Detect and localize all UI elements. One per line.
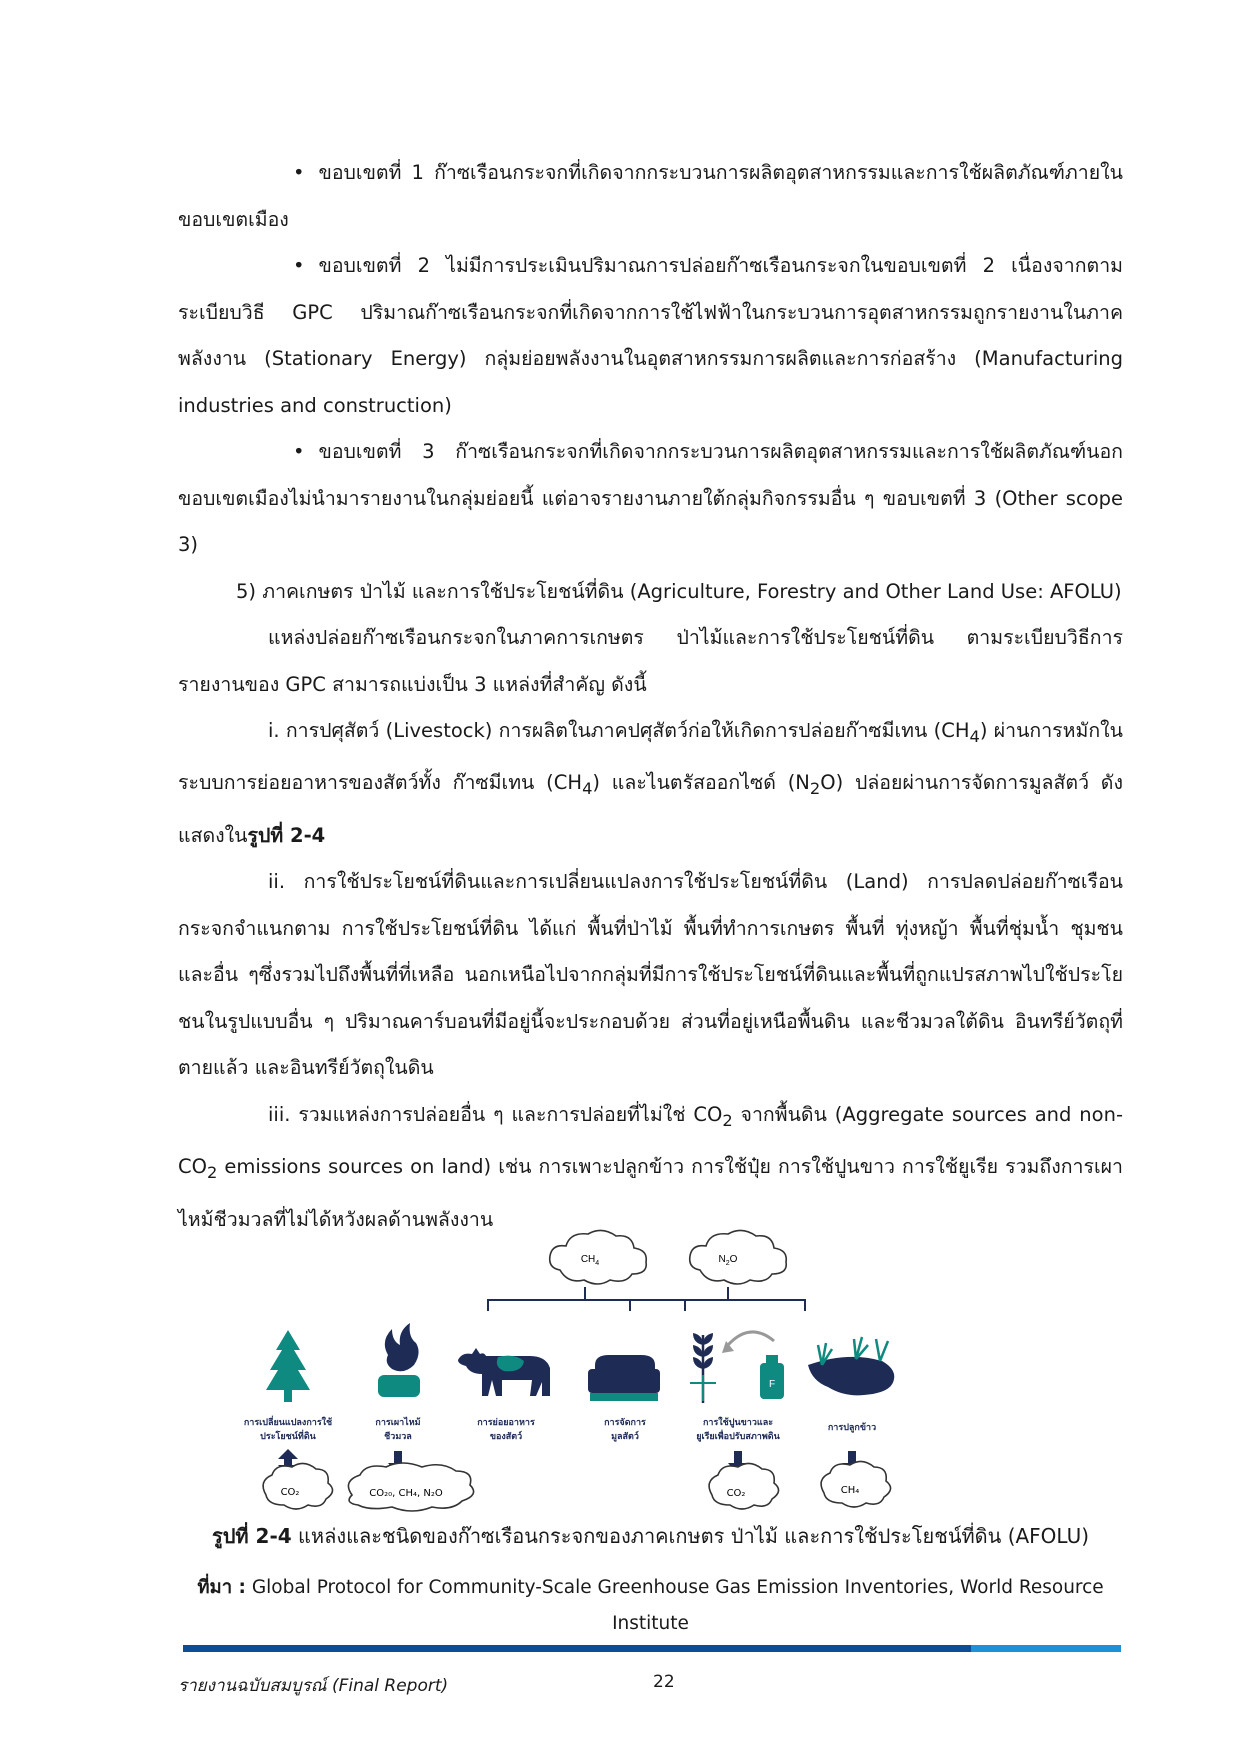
svg-text:การจัดการ: การจัดการ (604, 1418, 646, 1428)
svg-text:N2O: $N_2O$ (718, 1254, 738, 1267)
fire-icon (378, 1323, 420, 1397)
bullet (293, 161, 319, 184)
figure-reference: รูปที่ 2-4 (247, 823, 326, 847)
label-enteric-fermentation (477, 1417, 535, 1442)
manure-icon (588, 1355, 660, 1401)
svg-text:CH₄: CH₄ (840, 1485, 860, 1496)
svg-text:CO₂: CO₂ (726, 1488, 746, 1499)
label-manure-management (604, 1417, 646, 1442)
cloud-biomass-gases (348, 1463, 473, 1511)
svg-text:การใช้ปูนขาวและ: การใช้ปูนขาวและ (702, 1418, 774, 1428)
rice-paddy-icon (808, 1337, 894, 1395)
cloud-co2-liming (709, 1463, 778, 1509)
cloud-co2-land (263, 1463, 332, 1509)
svg-text:F: F (768, 1379, 776, 1390)
footer-report-title: รายงานฉบับสมบูรณ์ (Final Report) (178, 1676, 449, 1696)
body-text (178, 150, 1123, 1243)
tree-icon (266, 1330, 310, 1402)
label-biomass-burning (375, 1416, 420, 1442)
bullet (293, 440, 319, 463)
svg-text:การปลูกข้าว: การปลูกข้าว (827, 1423, 877, 1433)
page-number: 22 (653, 1672, 675, 1692)
svg-text:มูลสัตว์: มูลสัตว์ (611, 1432, 639, 1442)
svg-text:CO₂₀, CH₄, N₂O: CO₂₀, CH₄, N₂O (369, 1488, 443, 1499)
svg-text:ประโยชน์ที่ดิน: ประโยชน์ที่ดิน (260, 1432, 316, 1442)
paragraph-scope-1: • ขอบเขตที่ 1 ก๊าซเรือนกระจกที่เกิดจากกระบวนการผลิตอุตสาหกรรมและการใช้ผลิตภัณฑ์ภายในขอบเขตเมือง (178, 150, 1123, 243)
afolu-figure (243, 1225, 1010, 1515)
figure-caption: รูปที่ 2-4 แหล่งและชนิดของก๊าซเรือนกระจกของภาคเกษตร ป่าไม้ และการใช้ประโยชน์ที่ดิน (AFOLU) (211, 1524, 1090, 1548)
svg-text:การเผาไหม้: การเผาไหม้ (375, 1418, 421, 1428)
label-liming-urea (696, 1416, 780, 1442)
svg-text:CH4: $CH_4$ (580, 1254, 600, 1267)
paragraph-livestock: i. การปศุสัตว์ (Livestock) การผลิตในภาคปศุสัตว์ก่อให้เกิดการปล่อยก๊าซมีเทน $(CH_4)$ ผ่านการหมักในระบบการย่อยอาหารของสัตว์ทั้ง ก๊าซมีเทน $(CH_4)$ และไนตรัสออกไซด์ $(N_2O)$ ปล่อยผ่านการจัดการมูลสัตว์ ดังแสดงในรูปที่ 2-4 (178, 719, 1123, 847)
svg-text:ยูเรียเพื่อปรับสภาพดิน: ยูเรียเพื่อปรับสภาพดิน (696, 1432, 780, 1442)
paragraph-afolu-intro: แหล่งปล่อยก๊าซเรือนกระจกในภาคการเกษตร ป่าไม้และการใช้ประโยชน์ที่ดิน ตามระเบียบวิธีการรายงานของ GPC สามารถแบ่งเป็น 3 แหล่งที่สำคัญ ดังนี้ (178, 626, 1123, 696)
top-cloud-ch4 (550, 1230, 647, 1284)
svg-text:CO₂: CO₂ (280, 1487, 300, 1498)
top-cloud-n2o (690, 1230, 787, 1284)
bracket-lines (488, 1287, 805, 1311)
svg-text:ของสัตว์: ของสัตว์ (489, 1432, 523, 1442)
svg-text:การเปลี่ยนแปลงการใช้: การเปลี่ยนแปลงการใช้ (243, 1418, 333, 1428)
paragraph-scope-2: • ขอบเขตที่ 2 ไม่มีการประเมินปริมาณการปล่อยก๊าซเรือนกระจกในขอบเขตที่ 2 เนื่องจากตามระเบียบวิธี GPC ปริมาณก๊าซเรือนกระจกที่เกิดจากการใช้ไฟฟ้าในกระบวนการอุตสาหกรรมถูกรายงานในภาคพลังงาน (Stationary Energy) กลุ่มย่อยพลังงานในอุตสาหกรรมการผลิตและการก่อสร้าง (Manufacturing industries and construction) (178, 243, 1123, 429)
label-rice-cultivation (828, 1422, 876, 1433)
fertilizer-icon (690, 1332, 784, 1403)
section-heading-afolu: 5) ภาคเกษตร ป่าไม้ และการใช้ประโยชน์ที่ดิน (Agriculture, Forestry and Other Land Use: AFOLU) (236, 579, 1122, 603)
paragraph-aggregate: iii. รวมแหล่งการปล่อยอื่น ๆ และการปล่อยที่ไม่ใช่ $CO_2$ จากพื้นดิน (Aggregate sources and non-$CO_2$ emissions sources on land) เช่น การเพาะปลูกข้าว การใช้ปุ๋ย การใช้ปูนขาว การใช้ยูเรีย รวมถึงการเผาไหม้ชีวมวลที่ไม่ได้หวังผลด้านพลังงาน (178, 1102, 1123, 1231)
footer-divider (183, 1645, 1121, 1652)
svg-text:การย่อยอาหาร: การย่อยอาหาร (477, 1418, 535, 1428)
cloud-ch4-rice (821, 1461, 890, 1507)
figure-source: ที่มา : Global Protocol for Community-Scale Greenhouse Gas Emission Inventories, World Resource Institute (197, 1577, 1104, 1634)
cow-icon (458, 1348, 550, 1396)
label-land-use-change (244, 1415, 332, 1442)
bullet (293, 254, 319, 277)
paragraph-land: ii. การใช้ประโยชน์ที่ดินและการเปลี่ยนแปลงการใช้ประโยชน์ที่ดิน (Land) การปลดปล่อยก๊าซเรือนกระจกจำแนกตาม การใช้ประโยชน์ที่ดิน ได้แก่ พื้นที่ป่าไม้ พื้นที่ทำการเกษตร พื้นที่ ทุ่งหญ้า พื้นที่ชุ่มน้ำ ชุมชน และอื่น ๆซึ่งรวมไปถึงพื้นที่ที่เหลือ นอกเหนือไปจากกลุ่มที่มีการใช้ประโยชน์ที่ดินและพื้นที่ถูกแปรสภาพไปใช้ประโยชนในรูปแบบอื่น ๆ ปริมาณคาร์บอนที่มีอยู่นี้จะประกอบด้วย ส่วนที่อยู่เหนือพื้นดิน และชีวมวลใต้ดิน อินทรีย์วัตถุที่ตายแล้ว และอินทรีย์วัตถุในดิน (178, 870, 1123, 1080)
svg-text:ชีวมวล: ชีวมวล (384, 1432, 412, 1442)
paragraph-scope-3: • ขอบเขตที่ 3 ก๊าซเรือนกระจกที่เกิดจากกระบวนการผลิตอุตสาหกรรมและการใช้ผลิตภัณฑ์นอกขอบเขตเมืองไม่นำมารายงานในกลุ่มย่อยนี้ แต่อาจรายงานภายใต้กลุ่มกิจกรรมอื่น ๆ ขอบเขตที่ 3 (Other scope 3) (178, 429, 1123, 569)
